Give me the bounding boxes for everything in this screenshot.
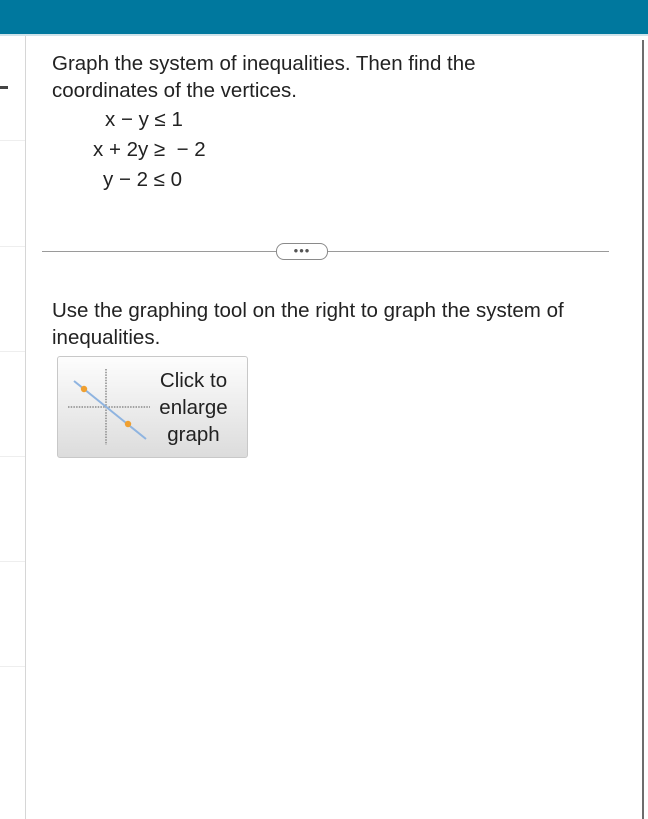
graph-panel-border (642, 40, 644, 819)
left-panel-separator (0, 246, 25, 247)
left-panel-separator (0, 456, 25, 457)
left-panel-separator (0, 351, 25, 352)
left-panel-separator (0, 666, 25, 667)
show-more-button[interactable]: ••• (276, 243, 328, 260)
thumb-point (125, 421, 131, 427)
left-panel-border (25, 36, 26, 819)
header-underline (0, 34, 648, 36)
enlarge-graph-button[interactable] (57, 356, 248, 458)
instruction-text: Use the graphing tool on the right to graph the system of inequalities. (52, 299, 564, 349)
left-panel-dash (0, 86, 8, 89)
inequality-1: x − y ≤ 1 (105, 108, 183, 131)
question-text: Graph the system of inequalities. Then find the coordinates of the vertices. (52, 52, 476, 102)
enlarge-graph-label: Click to enlarge graph (159, 369, 228, 446)
thumb-point (81, 386, 87, 392)
inequality-2: x + 2y ≥ − 2 (93, 138, 206, 161)
top-header-bar (0, 0, 648, 34)
graph-thumbnail-icon (66, 365, 150, 445)
inequality-3: y − 2 ≤ 0 (103, 168, 183, 191)
left-panel-separator (0, 561, 25, 562)
left-panel-separator (0, 140, 25, 141)
